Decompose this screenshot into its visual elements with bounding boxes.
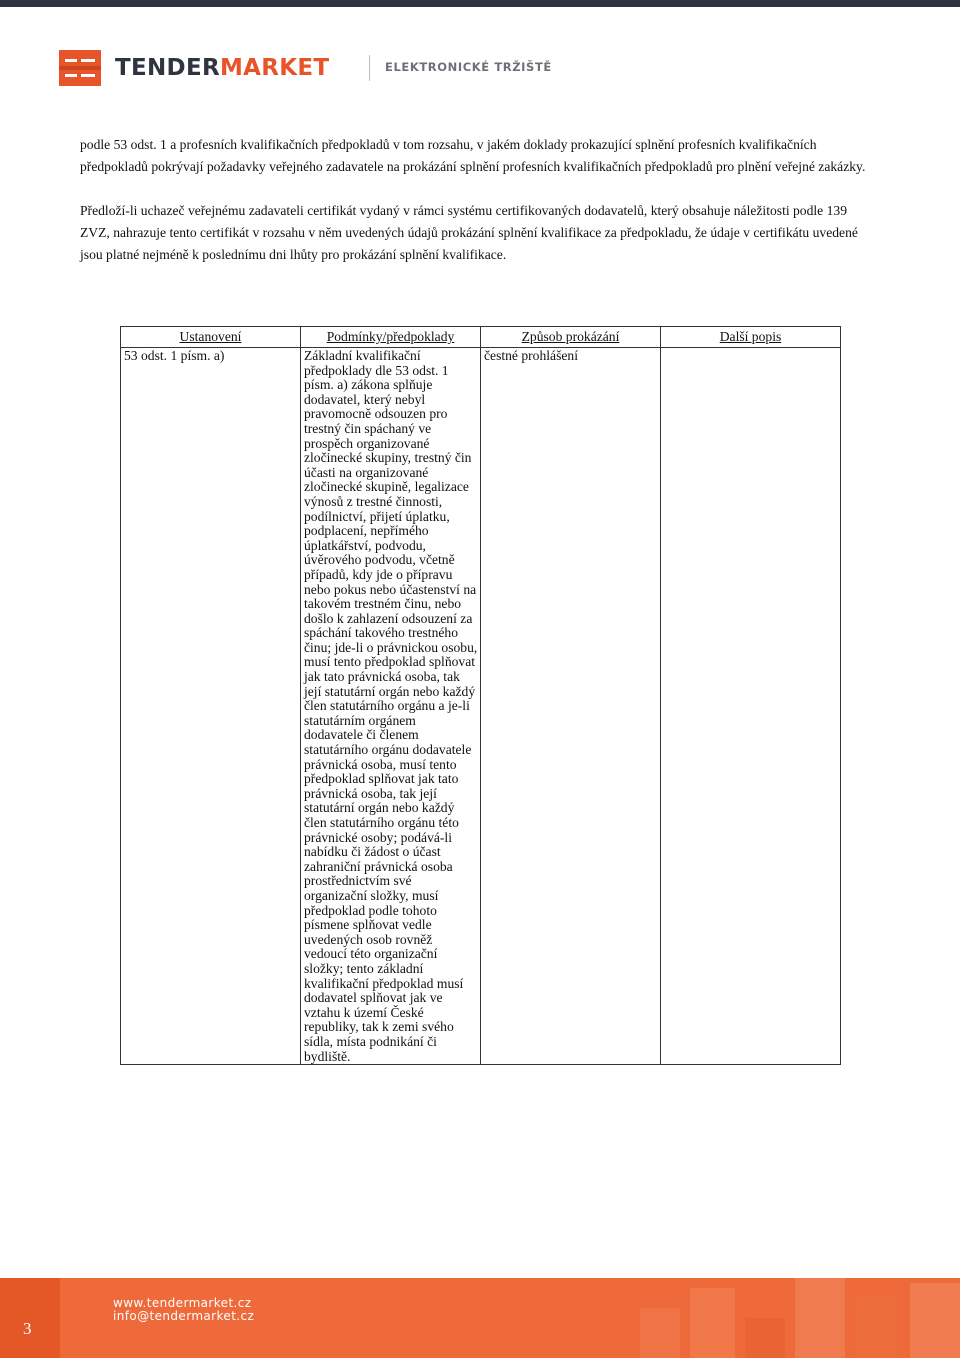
header-conditions: Podmínky/předpoklady [301, 327, 481, 348]
logo-divider [369, 55, 370, 81]
header-proof-method: Způsob prokázání [481, 327, 661, 348]
logo-wordmark [115, 55, 329, 81]
cell-condition: Základní kvalifikační předpoklady dle 53 odst. 1 písm. a) zákona splňuje dodavatel, který nebyl pravomocně odsouzen pro trestný čin spáchaný ve prospěch organizované zločinecké skupiny, trestný čin účasti na organizované zločinecké skupině, legalizace výnosů z trestné činnosti, podílnictví, přijetí úplatku, podplacení, nepřímého úplatkářství, podvodu, úvěrového podvodu, včetně případů, kdy jde o přípravu nebo pokus nebo účastenství na takovém trestném činu, nebo došlo k zahlazení odsouzení za spáchání takového trestného činu; jde-li o právnickou osobu, musí tento předpoklad splňovat jak tato právnická osoba, tak její statutární orgán nebo každý člen statutárního orgánu a je-li statutárním orgánem dodavatele či členem statutárního orgánu dodavatele právnická osoba, musí tento předpoklad splňovat jak tato právnická osoba, tak její statutární orgán nebo každý člen statutárního orgánu této právnické osoby; podává-li nabídku či žádost o účast zahraniční právnická osoba prostřednictvím své organizační složky, musí předpoklad podle tohoto písmene splňovat vedle uvedených osob rovněž vedoucí této organizační složky; tento základní kvalifikační předpoklad musí dodavatel splňovat jak ve vztahu k území České republiky, tak k zemi svého sídla, místa podnikání či bydliště. [301, 348, 481, 1065]
header-provision: Ustanovení [121, 327, 301, 348]
table-row [121, 348, 841, 1065]
cell-proof: čestné prohlášení [481, 348, 661, 1065]
footer-bars-graphic-icon [630, 1278, 960, 1358]
tendermarket-logo-mark-icon [59, 50, 101, 86]
tendermarket-logo [59, 50, 579, 86]
page-number: 3 [23, 1319, 32, 1338]
logo-word-market: MARKET [219, 55, 330, 81]
top-bar [0, 0, 960, 7]
paragraph-qualification-scope: podle 53 odst. 1 a profesních kvalifikačních předpokladů v tom rozsahu, v jakém doklady prokazující splnění profesních kvalifikačních předpokladů pokrývají požadavky veřejného zadavatele na prokázání splnění profesních kvalifikačních předpokladů pro plnění veřejné zakázky. [80, 137, 866, 174]
logo-word-tender: TENDER [115, 55, 220, 81]
footer-side-shade [0, 1278, 60, 1358]
qualification-table [120, 326, 841, 1065]
header-description: Další popis [661, 327, 841, 348]
footer-website-link[interactable]: www.tendermarket.cz [113, 1296, 252, 1310]
logo-tagline: ELEKTRONICKÉ TRŽIŠTĚ [385, 60, 552, 74]
footer-contacts [113, 1297, 254, 1323]
cell-description [661, 348, 841, 1065]
table-header-row [121, 327, 841, 348]
cell-provision: 53 odst. 1 písm. a) [121, 348, 301, 1065]
paragraph-certificate: Předloží-li uchazeč veřejnému zadavateli certifikát vydaný v rámci systému certifikovaných dodavatelů, který obsahuje náležitosti podle 139 ZVZ, nahrazuje tento certifikát v rozsahu v něm uvedených údajů prokázání splnění kvalifikace za předpokladu, že údaje v certifikátu uvedené jsou platné nejméně k poslednímu dni lhůty pro prokázání splnění kvalifikace. [80, 203, 858, 262]
footer-email-link[interactable]: info@tendermarket.cz [113, 1309, 255, 1323]
